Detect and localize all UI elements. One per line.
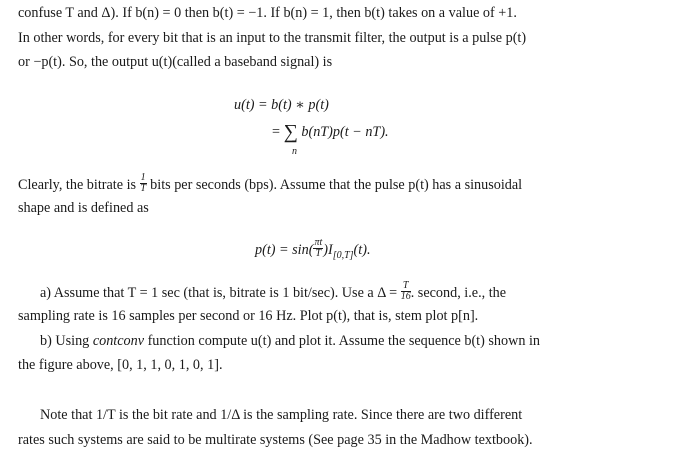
paragraph-line: the figure above, [0, 1, 1, 0, 1, 0, 1]. [18, 357, 223, 373]
fraction-T-over-16 [401, 281, 411, 302]
paragraph-line: rates such systems are said to be multirate systems (See page 35 in the Madhow textbook). [18, 432, 533, 448]
text-span: bits per seconds (bps). Assume that the pulse p(t) has a sinusoidal [150, 176, 523, 193]
text-span: Clearly, the bitrate is [18, 176, 137, 193]
text-span: a) Assume that T = 1 sec (that is, bitrate is 1 bit/sec). Use a Δ = [40, 284, 398, 301]
note-line: Note that 1/T is the bit rate and 1/Δ is the sampling rate. Since there are two different [40, 407, 523, 423]
paragraph-line: shape and is defined as [18, 200, 149, 216]
text-span: b) Using [40, 333, 90, 349]
paragraph-line: In other words, for every bit that is an input to the transmit filter, the output is a pulse p(t) [18, 30, 527, 46]
paragraph-line: or −p(t). So, the output u(t)(called a baseband signal) is [18, 54, 333, 70]
paragraph-line: sampling rate is 16 samples per second or 16 Hz. Plot p(t), that is, stem plot p[n]. [18, 308, 479, 324]
function-name: contconv [92, 333, 145, 349]
sum-index: n [292, 146, 297, 157]
part-a-line [40, 280, 664, 304]
part-b-line [40, 332, 664, 350]
indicator-function: )$I_{[0,T]}(t)$. [323, 241, 371, 261]
text-span: function compute u(t) and plot it. Assume the sequence b(t) shown in [147, 333, 541, 349]
fraction-numerator: πt [314, 237, 323, 248]
text-span: . second, i.e., the [410, 284, 507, 301]
fraction-numerator: 1 [140, 172, 146, 183]
text-span: p(t) = sin( [255, 241, 314, 258]
paragraph-line: confuse T and Δ). If b(n) = 0 then b(t) = −1. If b(n) = 1, then b(t) takes on a value of +1. [18, 5, 517, 21]
fraction-denominator: T [315, 248, 322, 259]
fraction-denominator: T [140, 183, 146, 194]
sum-body: b(nT)p(t − nT). [301, 124, 389, 140]
sigma-symbol: ∑ [283, 121, 298, 143]
fraction-denominator: 16 [400, 291, 411, 302]
fraction-numerator: T [401, 281, 411, 292]
paragraph-line [18, 172, 664, 196]
equals-sign: = [272, 124, 281, 140]
equation-pulse [255, 237, 371, 265]
fraction-1-over-T [140, 173, 147, 194]
equation-convolution: u(t) = b(t) ∗ p(t) [234, 97, 329, 113]
equation-sum [272, 121, 389, 141]
fraction-pit-over-T [313, 238, 323, 259]
